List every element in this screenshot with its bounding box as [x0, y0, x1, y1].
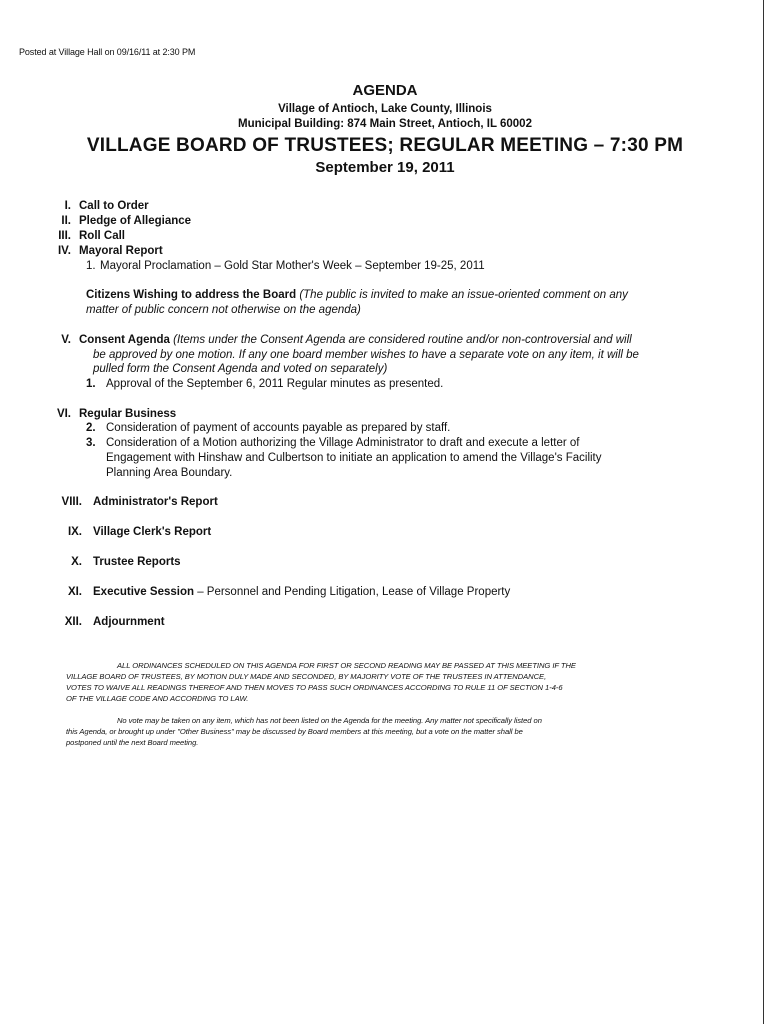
item-number: VIII.: [61, 496, 82, 508]
approval-minutes: Approval of the September 6, 2011 Regular minutes as presented.: [106, 378, 444, 390]
item-call-to-order: Call to Order: [79, 200, 149, 212]
consent-agenda-label: Consent Agenda: [79, 334, 170, 346]
item-trustee-reports: Trustee Reports: [93, 556, 181, 568]
citizens-label: Citizens Wishing to address the Board: [86, 289, 297, 301]
item-roll-call: Roll Call: [79, 230, 126, 242]
ordinances-note-3: VOTES TO WAIVE ALL READINGS THEREOF AND THEN MOVES TO PASS SUCH ORDINANCES ACCORDING TO RULE 11 OF SECTION 1-4-6: [66, 683, 563, 692]
no-vote-note-1: No vote may be taken on any item, which has not been listed on the Agenda for the meeting. Any matter not specifically listed on: [117, 716, 542, 725]
posted-notice: Posted at Village Hall on 09/16/11 at 2:30 PM: [19, 47, 196, 57]
ordinances-note-2: VILLAGE BOARD OF TRUSTEES, BY MOTION DULY MADE AND SECONDED, BY MAJORITY VOTE OF THE TRUSTEES IN ATTENDANCE,: [66, 672, 547, 681]
mayoral-proclamation: Mayoral Proclamation – Gold Star Mother's Week – September 19-25, 2011: [100, 260, 485, 272]
executive-session-topics: – Personnel and Pending Litigation, Lease of Village Property: [194, 586, 511, 598]
agenda-title: AGENDA: [352, 82, 418, 99]
village-name: Village of Antioch, Lake County, Illinois: [278, 103, 492, 115]
citizens-note: (The public is invited to make an issue-oriented comment on any: [299, 289, 628, 301]
executive-session-line: [93, 586, 510, 598]
item-number: IX.: [67, 526, 82, 538]
item-number: V.: [61, 334, 71, 346]
item-number: VI.: [56, 408, 71, 420]
meeting-title: VILLAGE BOARD OF TRUSTEES; REGULAR MEETING – 7:30 PM: [86, 135, 684, 156]
item-number: III.: [58, 230, 71, 242]
item-adjournment: Adjournment: [93, 616, 165, 628]
item-number: IV.: [57, 245, 71, 257]
item-number: X.: [71, 556, 82, 568]
item-number: XI.: [67, 586, 82, 598]
item-number: II.: [61, 215, 71, 227]
sub-number: 3.: [86, 437, 96, 449]
consent-note-2: be approved by one motion. If any one board member wishes to have a separate vote on any item, it will be: [93, 349, 639, 361]
accounts-payable: Consideration of payment of accounts payable as prepared by staff.: [106, 422, 451, 434]
citizens-line-1: [86, 289, 628, 301]
motion-line-2: Engagement with Hinshaw and Culbertson to initiate an application to amend the Village's Facility: [106, 452, 602, 464]
motion-line-3: Planning Area Boundary.: [106, 467, 233, 479]
sub-number: 1.: [86, 378, 96, 390]
building-address: Municipal Building: 874 Main Street, Antioch, IL 60002: [238, 118, 532, 130]
item-clerk-report: Village Clerk's Report: [93, 526, 212, 538]
consent-note: (Items under the Consent Agenda are considered routine and/or non-controversial and will: [173, 334, 632, 346]
sub-number: 1.: [86, 260, 96, 272]
item-administrator-report: Administrator's Report: [93, 496, 218, 508]
item-number: I.: [64, 200, 71, 212]
item-number: XII.: [64, 616, 82, 628]
citizens-note-2: matter of public concern not otherwise on the agenda): [86, 304, 361, 316]
ordinances-note-1: ALL ORDINANCES SCHEDULED ON THIS AGENDA FOR FIRST OR SECOND READING MAY BE PASSED AT THIS MEETING IF THE: [117, 661, 576, 670]
item-pledge: Pledge of Allegiance: [79, 215, 192, 227]
no-vote-note-3: postponed until the next Board meeting.: [66, 738, 199, 747]
meeting-date: September 19, 2011: [315, 159, 455, 176]
consent-note-3: pulled form the Consent Agenda and voted on separately): [93, 363, 388, 375]
no-vote-note-2: this Agenda, or brought up under "Other Business" may be discussed by Board members at this meeting, but a vote on the matter shall be: [66, 727, 523, 736]
motion-line-1: Consideration of a Motion authorizing the Village Administrator to draft and execute a letter of: [106, 437, 580, 449]
consent-line-1: [79, 334, 632, 346]
executive-session-label: Executive Session: [93, 586, 194, 598]
ordinances-note-4: OF THE VILLAGE CODE AND ACCORDING TO LAW.: [66, 694, 249, 703]
item-mayoral-report: Mayoral Report: [79, 245, 163, 257]
sub-number: 2.: [86, 422, 96, 434]
item-regular-business: Regular Business: [79, 408, 177, 420]
